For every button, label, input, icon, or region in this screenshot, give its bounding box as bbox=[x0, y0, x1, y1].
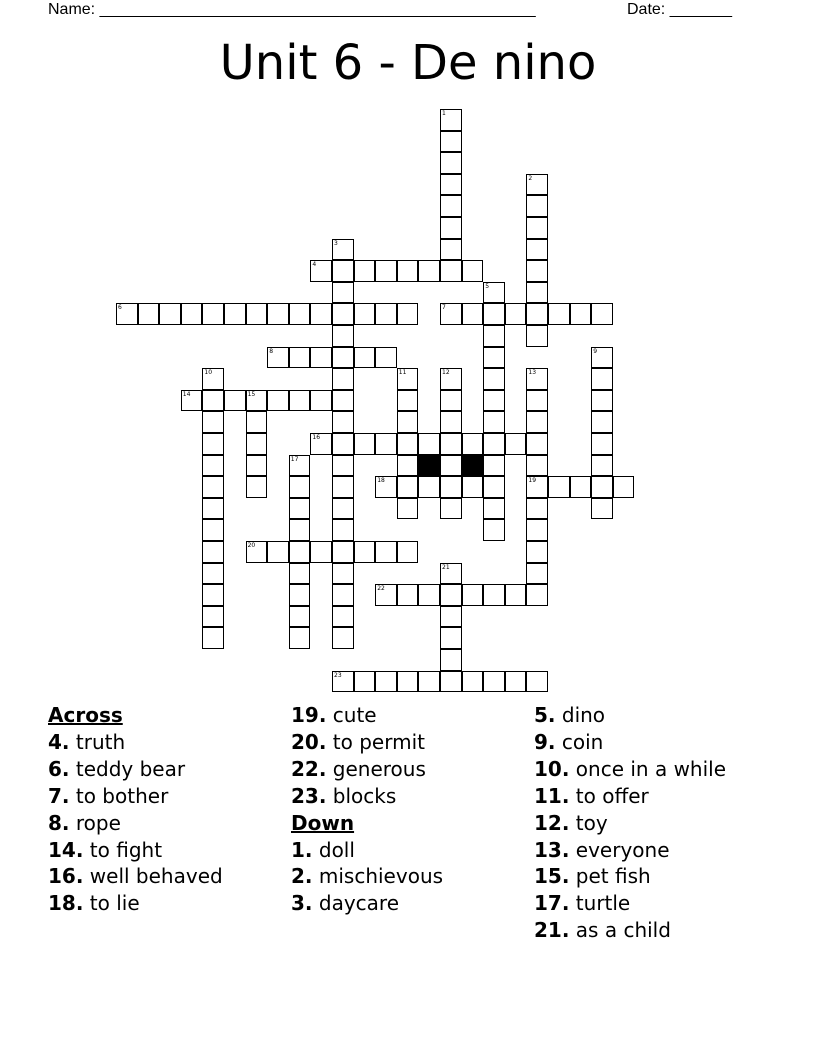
crossword-cell[interactable] bbox=[526, 584, 548, 606]
crossword-cell[interactable] bbox=[505, 671, 527, 693]
clue-down bbox=[291, 863, 443, 890]
clue-number-label: 8. bbox=[48, 810, 70, 835]
crossword-cell[interactable] bbox=[397, 584, 419, 606]
crossword-cell[interactable] bbox=[505, 584, 527, 606]
header bbox=[0, 0, 816, 22]
clue-number: 4 bbox=[312, 261, 317, 269]
crossword-cell[interactable] bbox=[332, 476, 354, 498]
crossword-cell[interactable] bbox=[397, 498, 419, 520]
crossword-cell[interactable] bbox=[310, 541, 332, 563]
crossword-cell[interactable] bbox=[483, 390, 505, 412]
clue-number-label: 20. bbox=[291, 729, 327, 754]
across-heading: Across bbox=[48, 703, 123, 727]
crossword-cell[interactable] bbox=[483, 455, 505, 477]
clue-text: pet fish bbox=[569, 864, 651, 889]
crossword-cell[interactable] bbox=[332, 325, 354, 347]
crossword-cell[interactable] bbox=[332, 433, 354, 455]
clue-number: 5 bbox=[485, 282, 490, 290]
crossword-cell[interactable] bbox=[246, 433, 268, 455]
clue-across bbox=[291, 729, 443, 756]
crossword-cell[interactable] bbox=[289, 455, 311, 477]
crossword-cell[interactable] bbox=[462, 671, 484, 693]
crossword-cell[interactable] bbox=[440, 368, 462, 390]
clue-down bbox=[534, 917, 726, 944]
crossword-cell[interactable] bbox=[289, 303, 311, 325]
crossword-cell[interactable] bbox=[375, 476, 397, 498]
crossword-cell[interactable] bbox=[440, 390, 462, 412]
crossword-cell[interactable] bbox=[418, 260, 440, 282]
crossword-cell[interactable] bbox=[591, 476, 613, 498]
clue-text: truth bbox=[69, 729, 126, 754]
clue-number-label: 11. bbox=[534, 783, 570, 808]
clue-text: to offer bbox=[569, 783, 649, 808]
crossword-cell[interactable] bbox=[181, 390, 203, 412]
clue-down bbox=[291, 837, 443, 864]
crossword-cell[interactable] bbox=[440, 606, 462, 628]
clue-across bbox=[291, 702, 443, 729]
crossword-cell[interactable] bbox=[440, 476, 462, 498]
crossword-cell[interactable] bbox=[483, 584, 505, 606]
page-title: Unit 6 - De nino bbox=[219, 35, 597, 91]
crossword-cell[interactable] bbox=[289, 519, 311, 541]
crossword-cell[interactable] bbox=[462, 433, 484, 455]
clue-number-label: 5. bbox=[534, 703, 556, 727]
crossword-cell[interactable] bbox=[246, 476, 268, 498]
crossword-cell[interactable] bbox=[202, 455, 224, 477]
clue-across bbox=[48, 863, 223, 890]
crossword-cell[interactable] bbox=[354, 260, 376, 282]
crossword-cell[interactable] bbox=[613, 476, 635, 498]
crossword-cell[interactable] bbox=[440, 217, 462, 239]
clue-number-label: 9. bbox=[534, 729, 556, 754]
crossword-cell[interactable] bbox=[526, 325, 548, 347]
date-field-label: Date: _______ bbox=[627, 1, 732, 18]
crossword-cell[interactable] bbox=[397, 260, 419, 282]
crossword-cell[interactable] bbox=[224, 303, 246, 325]
clue-down bbox=[534, 890, 726, 917]
clue-number: 8 bbox=[269, 347, 274, 355]
crossword-cell[interactable] bbox=[202, 390, 224, 412]
crossword-cell[interactable] bbox=[440, 671, 462, 693]
crossword-cell[interactable] bbox=[440, 195, 462, 217]
crossword-cell[interactable] bbox=[397, 433, 419, 455]
crossword-cell[interactable] bbox=[505, 303, 527, 325]
clue-text: rope bbox=[69, 810, 121, 835]
clue-number-label: 17. bbox=[534, 891, 570, 916]
clue-column-3 bbox=[534, 702, 726, 944]
crossword-cell[interactable] bbox=[202, 368, 224, 390]
crossword-cell[interactable] bbox=[354, 541, 376, 563]
clue-text: turtle bbox=[569, 891, 631, 916]
crossword-cell[interactable] bbox=[591, 368, 613, 390]
crossword-cell[interactable] bbox=[224, 390, 246, 412]
crossword-cell[interactable] bbox=[202, 303, 224, 325]
clue-number: 10 bbox=[204, 369, 213, 377]
clue-number: 20 bbox=[247, 542, 256, 549]
crossword-cell[interactable] bbox=[375, 303, 397, 325]
crossword-cell[interactable] bbox=[267, 303, 289, 325]
clue-across bbox=[48, 756, 223, 783]
crossword-cell[interactable] bbox=[526, 519, 548, 541]
crossword-cell[interactable] bbox=[354, 303, 376, 325]
crossword-cell[interactable] bbox=[483, 498, 505, 520]
crossword-cell[interactable] bbox=[397, 541, 419, 563]
crossword-cell[interactable] bbox=[332, 541, 354, 563]
crossword-cell[interactable] bbox=[354, 671, 376, 693]
clue-text: to permit bbox=[326, 729, 425, 754]
crossword-cell[interactable] bbox=[246, 541, 268, 563]
crossword-cell[interactable] bbox=[440, 455, 462, 477]
clue-column-2 bbox=[291, 702, 443, 917]
crossword-cell[interactable] bbox=[440, 303, 462, 325]
crossword-cell[interactable] bbox=[440, 433, 462, 455]
clue-number-label: 23. bbox=[291, 783, 327, 808]
crossword-cell[interactable] bbox=[526, 217, 548, 239]
crossword-cell[interactable] bbox=[202, 433, 224, 455]
clue-across bbox=[48, 783, 223, 810]
name-field-label: Name: _________________________________________________ bbox=[48, 1, 536, 18]
clue-text: once in a while bbox=[569, 756, 727, 781]
crossword-cell[interactable] bbox=[332, 303, 354, 325]
crossword-cell[interactable] bbox=[440, 584, 462, 606]
crossword-cell[interactable] bbox=[246, 390, 268, 412]
crossword-cell[interactable] bbox=[332, 260, 354, 282]
crossword-cell[interactable] bbox=[202, 411, 224, 433]
clue-number-label: 3. bbox=[291, 891, 313, 916]
crossword-cell[interactable] bbox=[397, 390, 419, 412]
crossword-cell[interactable] bbox=[332, 606, 354, 628]
crossword-cell[interactable] bbox=[332, 239, 354, 261]
crossword-cell[interactable] bbox=[440, 152, 462, 174]
crossword-cell[interactable] bbox=[202, 541, 224, 563]
crossword-cell[interactable] bbox=[418, 671, 440, 693]
crossword-cell[interactable] bbox=[310, 260, 332, 282]
crossword-cell[interactable] bbox=[570, 476, 592, 498]
crossword-cell[interactable] bbox=[332, 347, 354, 369]
clue-down bbox=[534, 702, 726, 729]
clue-number: 3 bbox=[334, 239, 338, 247]
clue-number-label: 22. bbox=[291, 756, 327, 781]
clue-number-label: 7. bbox=[48, 783, 70, 808]
crossword-cell[interactable] bbox=[440, 649, 462, 671]
crossword-cell[interactable] bbox=[375, 671, 397, 693]
crossword-cell[interactable] bbox=[462, 303, 484, 325]
crossword-cell[interactable] bbox=[570, 303, 592, 325]
crossword-cell[interactable] bbox=[483, 519, 505, 541]
crossword-cell[interactable] bbox=[181, 303, 203, 325]
clue-text: teddy bear bbox=[69, 756, 186, 781]
crossword-cell[interactable] bbox=[526, 563, 548, 585]
crossword-cell[interactable] bbox=[267, 347, 289, 369]
crossword-cell[interactable] bbox=[202, 476, 224, 498]
crossword-cell[interactable] bbox=[332, 671, 354, 693]
crossword-cell[interactable] bbox=[440, 260, 462, 282]
crossword-cell[interactable] bbox=[332, 411, 354, 433]
clue-number-label: 10. bbox=[534, 756, 570, 781]
clue-down bbox=[534, 756, 726, 783]
crossword-cell[interactable] bbox=[526, 541, 548, 563]
crossword-cell[interactable] bbox=[332, 368, 354, 390]
crossword-cell[interactable] bbox=[591, 411, 613, 433]
crossword-cell[interactable] bbox=[440, 411, 462, 433]
crossword-cell[interactable] bbox=[375, 433, 397, 455]
crossword-cell[interactable] bbox=[591, 455, 613, 477]
clue-down bbox=[534, 837, 726, 864]
crossword-cell[interactable] bbox=[440, 109, 462, 131]
crossword-cell[interactable] bbox=[526, 282, 548, 304]
crossword-cell[interactable] bbox=[462, 584, 484, 606]
crossword-cell[interactable] bbox=[332, 519, 354, 541]
crossword-cell[interactable] bbox=[289, 498, 311, 520]
crossword-cell[interactable] bbox=[418, 584, 440, 606]
clue-number: 22 bbox=[377, 585, 385, 593]
crossword-cell[interactable] bbox=[462, 260, 484, 282]
clue-text: to bother bbox=[69, 783, 169, 808]
crossword-cell[interactable] bbox=[591, 303, 613, 325]
clue-number-label: 1. bbox=[291, 837, 313, 862]
crossword-cell[interactable] bbox=[289, 563, 311, 585]
crossword-cell[interactable] bbox=[289, 347, 311, 369]
clue-number-label: 19. bbox=[291, 703, 327, 727]
clue-text: everyone bbox=[569, 837, 670, 862]
crossword-cell[interactable] bbox=[310, 433, 332, 455]
crossword-cell[interactable] bbox=[526, 195, 548, 217]
crossword-cell[interactable] bbox=[591, 433, 613, 455]
clue-number-label: 14. bbox=[48, 837, 84, 862]
clue-text: blocks bbox=[326, 783, 397, 808]
crossword-cell[interactable] bbox=[548, 476, 570, 498]
clue-number-label: 6. bbox=[48, 756, 70, 781]
clue-column-1 bbox=[48, 702, 223, 917]
clue-across bbox=[291, 783, 443, 810]
crossword-cell[interactable] bbox=[483, 347, 505, 369]
clue-text: as a child bbox=[569, 918, 671, 943]
clue-down bbox=[291, 890, 443, 917]
crossword-cell[interactable] bbox=[483, 671, 505, 693]
crossword-cell[interactable] bbox=[526, 455, 548, 477]
crossword-cell[interactable] bbox=[440, 498, 462, 520]
clue-across bbox=[48, 837, 223, 864]
crossword-cell[interactable] bbox=[591, 347, 613, 369]
crossword-cell[interactable] bbox=[418, 476, 440, 498]
crossword-cell[interactable] bbox=[397, 411, 419, 433]
clue-number: 19 bbox=[528, 477, 537, 485]
clue-number-label: 12. bbox=[534, 810, 570, 835]
crossword-cell[interactable] bbox=[440, 563, 462, 585]
crossword-cell[interactable] bbox=[202, 519, 224, 541]
crossword-cell[interactable] bbox=[483, 433, 505, 455]
crossword-cell[interactable] bbox=[310, 303, 332, 325]
clue-number: 23 bbox=[334, 671, 342, 679]
crossword-cell[interactable] bbox=[397, 368, 419, 390]
clue-number: 21 bbox=[442, 563, 450, 571]
clue-text: doll bbox=[312, 837, 355, 862]
clue-number: 16 bbox=[312, 434, 321, 441]
crossword-cell[interactable] bbox=[483, 411, 505, 433]
crossword-cell[interactable] bbox=[354, 433, 376, 455]
crossword-cell[interactable] bbox=[310, 390, 332, 412]
clue-down bbox=[534, 729, 726, 756]
clue-text: mischievous bbox=[312, 864, 444, 889]
crossword-cell[interactable] bbox=[332, 627, 354, 649]
crossword-cell[interactable] bbox=[289, 541, 311, 563]
clue-number: 18 bbox=[377, 477, 385, 485]
crossword-cell[interactable] bbox=[440, 174, 462, 196]
clue-number: 13 bbox=[528, 369, 537, 377]
crossword-cell[interactable] bbox=[526, 498, 548, 520]
clue-text: toy bbox=[569, 810, 608, 835]
clue-number: 12 bbox=[442, 369, 450, 377]
clue-number-label: 15. bbox=[534, 864, 570, 889]
crossword-cell[interactable] bbox=[462, 476, 484, 498]
crossword-cell[interactable] bbox=[159, 303, 181, 325]
crossword-cell[interactable] bbox=[526, 368, 548, 390]
crossword-cell[interactable] bbox=[375, 347, 397, 369]
clue-text: to fight bbox=[83, 837, 163, 862]
crossword-cell[interactable] bbox=[375, 260, 397, 282]
clue-number-label: 13. bbox=[534, 837, 570, 862]
crossword-cell[interactable] bbox=[267, 390, 289, 412]
clue-across bbox=[48, 729, 223, 756]
crossword-cell[interactable] bbox=[526, 390, 548, 412]
crossword-cell[interactable] bbox=[526, 303, 548, 325]
clue-number-label: 21. bbox=[534, 918, 570, 943]
crossword-cell[interactable] bbox=[332, 455, 354, 477]
clue-number-label: 18. bbox=[48, 891, 84, 916]
crossword-cell[interactable] bbox=[483, 476, 505, 498]
clue-across bbox=[291, 756, 443, 783]
crossword-cell[interactable] bbox=[246, 303, 268, 325]
clue-text: well behaved bbox=[83, 864, 223, 889]
clue-down bbox=[534, 783, 726, 810]
crossword-cell[interactable] bbox=[202, 498, 224, 520]
crossword-cell[interactable] bbox=[375, 584, 397, 606]
crossword-cell[interactable] bbox=[591, 390, 613, 412]
crossword-cell[interactable] bbox=[483, 282, 505, 304]
crossword-cell[interactable] bbox=[332, 390, 354, 412]
crossword-cell[interactable] bbox=[202, 563, 224, 585]
clue-number: 1 bbox=[442, 110, 446, 117]
clue-number: 6 bbox=[118, 304, 122, 312]
clue-text: to lie bbox=[83, 891, 140, 916]
clue-down bbox=[534, 810, 726, 837]
crossword-cell[interactable] bbox=[246, 455, 268, 477]
crossword-cell[interactable] bbox=[202, 584, 224, 606]
crossword-cell[interactable] bbox=[397, 303, 419, 325]
crossword-cell[interactable] bbox=[397, 455, 419, 477]
crossword-cell[interactable] bbox=[267, 541, 289, 563]
crossword-cell[interactable] bbox=[526, 476, 548, 498]
crossword-cell[interactable] bbox=[310, 347, 332, 369]
crossword-cell[interactable] bbox=[526, 671, 548, 693]
clue-text: generous bbox=[326, 756, 426, 781]
crossword-cell[interactable] bbox=[246, 411, 268, 433]
clue-number-label: 16. bbox=[48, 864, 84, 889]
crossword-cell[interactable] bbox=[440, 627, 462, 649]
crossword-cell[interactable] bbox=[289, 606, 311, 628]
crossword-cell[interactable] bbox=[548, 303, 570, 325]
clue-number: 11 bbox=[398, 369, 407, 377]
crossword-cell[interactable] bbox=[440, 131, 462, 153]
crossword-cell[interactable] bbox=[397, 671, 419, 693]
crossword-cell[interactable] bbox=[526, 433, 548, 455]
crossword-block-cell bbox=[462, 455, 484, 477]
crossword-cell[interactable] bbox=[289, 627, 311, 649]
crossword-cell[interactable] bbox=[332, 563, 354, 585]
crossword-cell[interactable] bbox=[354, 347, 376, 369]
crossword-cell[interactable] bbox=[289, 584, 311, 606]
clue-text: daycare bbox=[312, 891, 399, 916]
crossword-cell[interactable] bbox=[526, 239, 548, 261]
crossword-cell[interactable] bbox=[418, 433, 440, 455]
crossword-cell[interactable] bbox=[397, 476, 419, 498]
crossword-cell[interactable] bbox=[526, 174, 548, 196]
clue-text: dino bbox=[555, 703, 606, 727]
crossword-cell[interactable] bbox=[505, 433, 527, 455]
crossword-cell[interactable] bbox=[289, 476, 311, 498]
crossword-cell[interactable] bbox=[202, 606, 224, 628]
clue-number: 14 bbox=[182, 390, 191, 398]
clue-number-label: 4. bbox=[48, 729, 70, 754]
crossword-cell[interactable] bbox=[526, 260, 548, 282]
clue-number: 7 bbox=[442, 304, 446, 312]
down-heading: Down bbox=[291, 810, 355, 835]
crossword-block-cell bbox=[418, 455, 440, 477]
clue-number: 15 bbox=[247, 390, 256, 398]
clue-text: coin bbox=[555, 729, 604, 754]
crossword-cell[interactable] bbox=[289, 390, 311, 412]
clue-number-label: 2. bbox=[291, 864, 313, 889]
crossword-cell[interactable] bbox=[483, 368, 505, 390]
crossword-cell[interactable] bbox=[483, 325, 505, 347]
crossword-grid bbox=[116, 109, 636, 693]
clue-number: 2 bbox=[528, 174, 533, 182]
crossword-cell[interactable] bbox=[332, 584, 354, 606]
crossword-cell[interactable] bbox=[332, 282, 354, 304]
clue-text: cute bbox=[326, 703, 377, 727]
clue-across bbox=[48, 810, 223, 837]
clue-down bbox=[534, 863, 726, 890]
clue-number: 17 bbox=[290, 455, 299, 463]
crossword-cell[interactable] bbox=[440, 239, 462, 261]
crossword-cell[interactable] bbox=[375, 541, 397, 563]
crossword-cell[interactable] bbox=[483, 303, 505, 325]
crossword-cell[interactable] bbox=[138, 303, 160, 325]
crossword-cell[interactable] bbox=[202, 627, 224, 649]
clue-across bbox=[48, 890, 223, 917]
clue-number: 9 bbox=[593, 347, 598, 355]
crossword-cell[interactable] bbox=[591, 498, 613, 520]
crossword-cell[interactable] bbox=[116, 303, 138, 325]
crossword-cell[interactable] bbox=[526, 411, 548, 433]
crossword-cell[interactable] bbox=[332, 498, 354, 520]
